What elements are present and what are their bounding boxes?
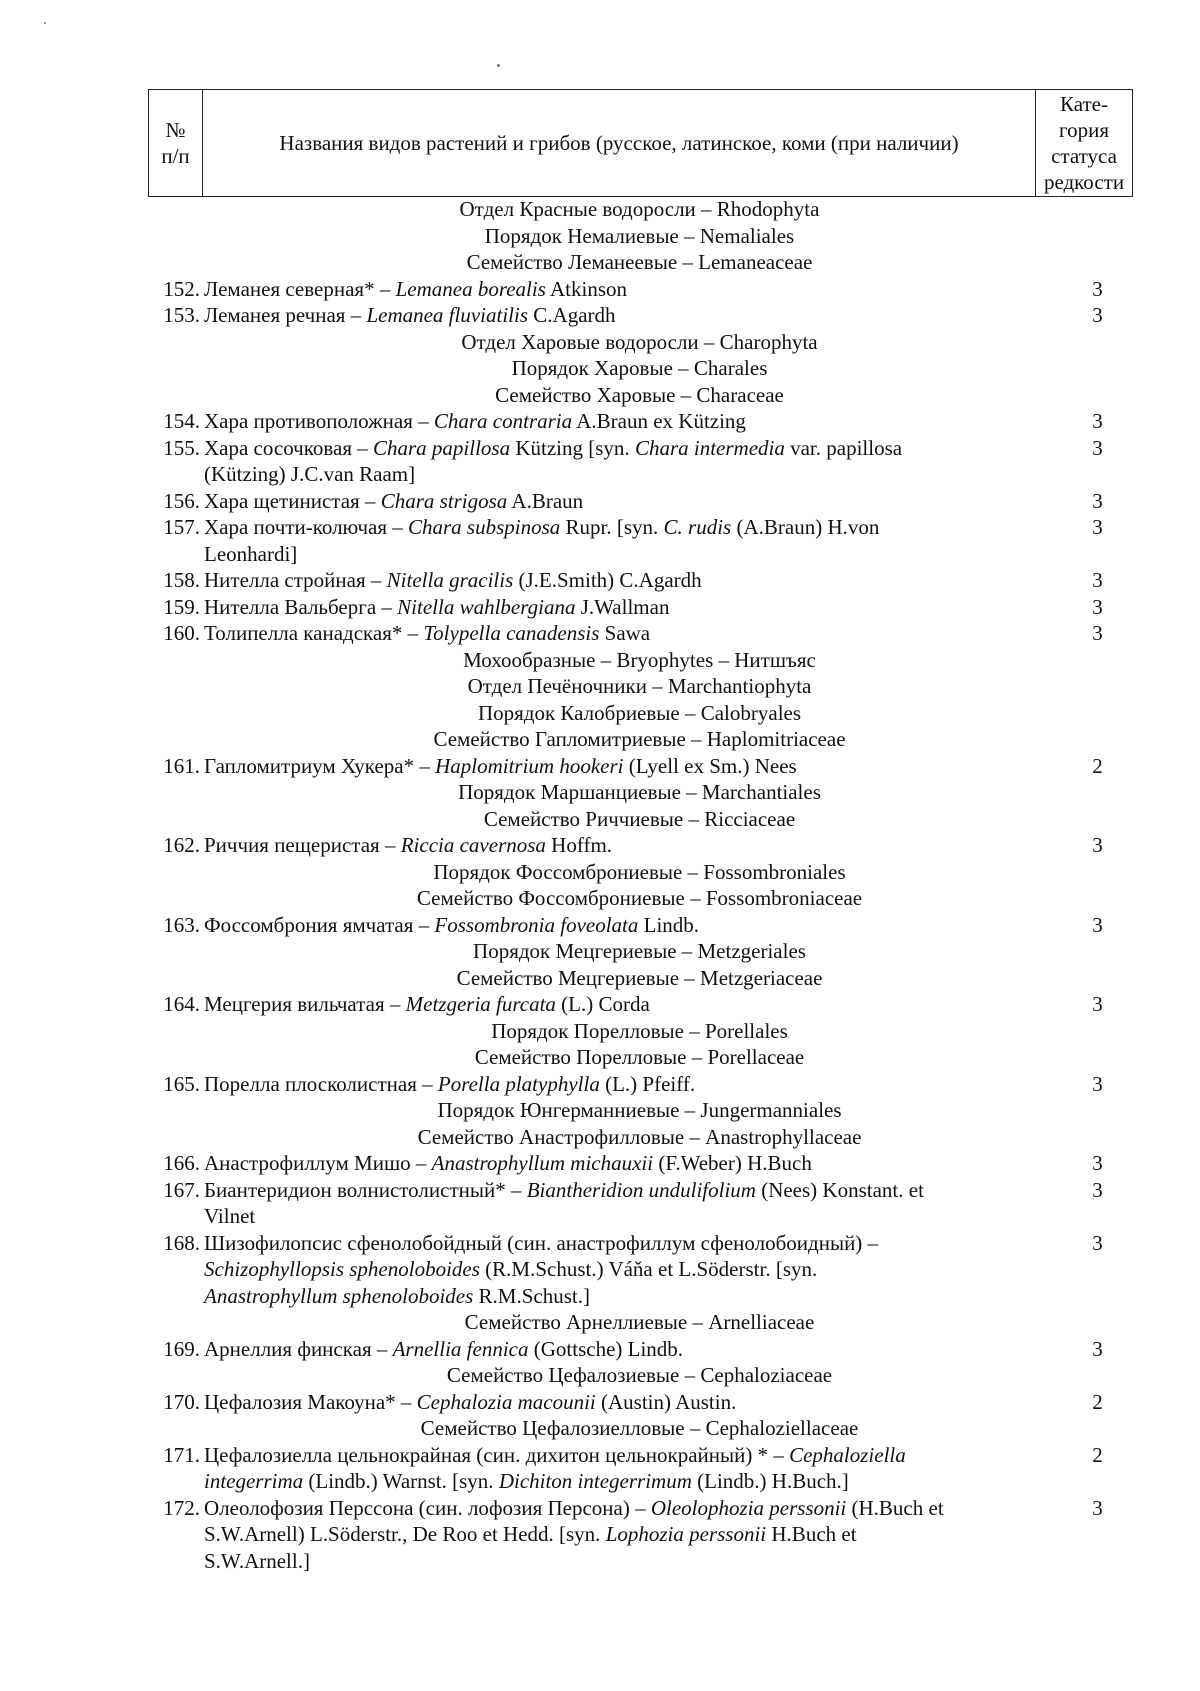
species-name-line	[204, 302, 1064, 329]
species-row	[148, 912, 1131, 939]
name-text: A.Braun ex Kützing	[572, 409, 746, 433]
taxon-heading: Семейство Гапломитриевые – Haplomitriaceae	[433, 727, 846, 751]
species-number: 171.	[163, 1442, 200, 1467]
name-text: Нителла Вальберга –	[204, 594, 398, 619]
name-text: Leonhardi]	[204, 541, 298, 566]
rarity-category: 3	[1092, 303, 1103, 327]
species-name	[204, 276, 1064, 303]
rarity-category: 3	[1092, 1071, 1103, 1096]
rarity-category: 3	[1092, 992, 1103, 1016]
taxon-heading: Отдел Печёночники – Marchantiophyta	[467, 674, 812, 698]
scan-speck	[44, 22, 46, 24]
species-row	[148, 832, 1131, 859]
species-row	[148, 1442, 1131, 1495]
name-text: Хара сосочковая –	[204, 435, 373, 460]
latin-name: Oleolophozia perssonii	[650, 1495, 847, 1520]
species-row	[148, 1389, 1131, 1416]
taxon-heading: Мохообразные – Bryophytes – Нитшъяс	[463, 647, 816, 672]
latin-name: Chara strigosa	[380, 488, 508, 513]
species-name-line	[204, 541, 1064, 568]
taxon-heading: Отдел Харовые водоросли – Charophyta	[461, 329, 818, 354]
name-text: Олеолофозия Перссона (син. лофозия Персона) –	[204, 1495, 651, 1520]
latin-name: Chara contraria	[433, 409, 573, 433]
name-text: Шизофилопсис сфенолобойдный (син. анастрофиллум сфенолобоидный) –	[204, 1230, 879, 1255]
species-name-line	[204, 1177, 1064, 1204]
name-text: Цефалозия Макоуна* –	[204, 1389, 417, 1414]
name-text: Atkinson	[545, 276, 627, 301]
latin-name: Chara papillosa	[373, 435, 511, 460]
name-text: Мецгерия вильчатая –	[204, 992, 406, 1016]
species-number: 154.	[163, 409, 200, 433]
latin-name: Haplomitrium hookeri	[435, 753, 624, 778]
name-text: (H.Buch et	[846, 1495, 944, 1520]
latin-name: Schizophyllopsis sphenoloboides	[204, 1257, 480, 1281]
name-text: Леманея северная* –	[204, 276, 396, 301]
latin-name: Biantheridion undulifolium	[526, 1177, 756, 1202]
species-name	[204, 1442, 1064, 1495]
species-number: 164.	[163, 992, 200, 1016]
species-row	[148, 488, 1131, 515]
name-text: (F.Weber) H.Buch	[653, 1151, 812, 1175]
taxon-heading: Семейство Анастрофилловые – Anastrophyllaceae	[417, 1124, 862, 1149]
name-text: H.Buch et	[766, 1522, 857, 1546]
species-name-line	[204, 991, 1064, 1018]
name-text: (J.E.Smith) C.Agardh	[513, 568, 702, 592]
taxon-heading: Семейство Цефалозиелловые – Cephaloziellaceae	[420, 1416, 859, 1440]
rarity-category: 3	[1092, 435, 1103, 460]
name-text: (A.Braun) H.von	[731, 515, 880, 539]
species-row	[148, 514, 1131, 567]
species-row	[148, 594, 1131, 621]
species-name	[204, 1230, 1064, 1310]
species-name-line	[204, 567, 1064, 594]
species-name-line	[204, 461, 1064, 488]
species-row	[148, 302, 1131, 329]
species-number: 160.	[163, 621, 200, 645]
species-name	[204, 1150, 1064, 1177]
name-text: (Gottsche) Lindb.	[528, 1336, 684, 1361]
name-text: Толипелла канадская* –	[204, 621, 424, 645]
taxon-heading: Порядок Харовые – Charales	[511, 356, 768, 380]
header-category-line: гория	[1059, 118, 1109, 142]
latin-name: Tolypella canadensis	[423, 621, 600, 645]
latin-name: Lemanea borealis	[395, 276, 546, 301]
name-text: (L.) Pfeiff.	[599, 1071, 696, 1096]
rarity-category: 3	[1092, 488, 1103, 513]
name-text: Хара почти-колючая –	[204, 515, 408, 539]
name-text: (Lyell ex Sm.) Nees	[623, 753, 797, 778]
species-name-line	[204, 1521, 1064, 1548]
name-text: (R.M.Schust.) Váňa et L.Söderstr. [syn.	[479, 1257, 818, 1281]
name-text: S.W.Arnell) L.Söderstr., De Roo et Hedd. [syn.	[204, 1522, 606, 1546]
species-name	[204, 832, 1064, 859]
taxon-heading: Семейство Риччиевые – Ricciaceae	[483, 806, 796, 831]
rarity-category: 3	[1092, 1495, 1103, 1520]
species-name	[204, 514, 1064, 567]
species-name	[204, 1336, 1064, 1363]
taxon-heading: Семейство Порелловые – Porellaceae	[474, 1045, 805, 1069]
name-text: Риччия пещеристая –	[204, 833, 401, 857]
latin-name: Nitella wahlbergiana	[397, 594, 576, 619]
species-name	[204, 991, 1064, 1018]
species-name	[204, 567, 1064, 594]
rarity-category: 3	[1092, 621, 1103, 645]
name-text: Rupr. [syn.	[560, 515, 664, 539]
name-text: Hoffm.	[545, 833, 613, 857]
rarity-category: 3	[1092, 833, 1103, 857]
species-name-line	[204, 832, 1064, 859]
species-name-line	[204, 1389, 1064, 1416]
species-row	[148, 1336, 1131, 1363]
species-name	[204, 1389, 1064, 1416]
header-category-line: статуса	[1051, 144, 1117, 168]
species-number: 169.	[163, 1336, 200, 1361]
species-number: 153.	[163, 303, 200, 327]
taxon-heading: Семейство Харовые – Characeae	[495, 382, 784, 407]
species-row	[148, 1177, 1131, 1230]
species-name-line	[204, 594, 1064, 621]
name-text: Хара щетинистая –	[204, 488, 381, 513]
latin-name: Porella platyphylla	[437, 1071, 600, 1096]
species-name-line	[204, 1283, 1064, 1310]
species-number: 157.	[163, 515, 200, 539]
species-name	[204, 1071, 1064, 1098]
species-name-line	[204, 753, 1064, 780]
species-name-line	[204, 1548, 1064, 1575]
name-text: Биантеридион волнистолистный* –	[204, 1177, 527, 1202]
header-cell-names	[203, 90, 1036, 197]
taxon-heading: Порядок Немалиевые – Nemaliales	[484, 223, 795, 248]
latin-name: Metzgeria furcata	[405, 992, 556, 1016]
name-text: Анастрофиллум Мишо –	[204, 1151, 432, 1175]
name-text: Арнеллия финская –	[204, 1336, 393, 1361]
species-name	[204, 620, 1064, 647]
species-name-line	[204, 1203, 1064, 1230]
species-name-line	[204, 1256, 1064, 1283]
species-name	[204, 435, 1064, 488]
species-row	[148, 276, 1131, 303]
name-text: (Nees) Konstant. et	[755, 1177, 924, 1202]
species-name-line	[204, 1495, 1064, 1522]
rarity-category: 3	[1092, 1151, 1103, 1175]
species-name	[204, 594, 1064, 621]
latin-name: Chara subspinosa	[408, 515, 561, 539]
header-cell-category	[1036, 90, 1133, 197]
taxon-heading: Порядок Юнгерманниевые – Jungermanniales	[437, 1098, 842, 1122]
species-row	[148, 753, 1131, 780]
latin-name: Riccia cavernosa	[400, 833, 546, 857]
species-name-line	[204, 435, 1064, 462]
latin-name: Anastrophyllum michauxii	[431, 1151, 654, 1175]
species-number: 172.	[163, 1495, 200, 1520]
latin-name: Fossombronia foveolata	[434, 912, 639, 937]
latin-name: Dichiton integerrimum	[498, 1469, 692, 1493]
header-category-line: Кате-	[1060, 92, 1108, 116]
name-text: Цефалозиелла цельнокрайная (син. дихитон цельнокрайный) * –	[204, 1442, 790, 1467]
species-name	[204, 753, 1064, 780]
name-text: S.W.Arnell.]	[204, 1548, 310, 1573]
header-cell-number	[149, 90, 203, 197]
taxon-heading: Семейство Леманеевые – Lemaneaceae	[466, 250, 813, 274]
species-number: 155.	[163, 435, 200, 460]
species-number: 161.	[163, 753, 200, 778]
species-name-line	[204, 276, 1064, 303]
taxon-heading: Семейство Арнеллиевые – Arnelliaceae	[464, 1310, 815, 1334]
species-number: 163.	[163, 912, 200, 937]
species-name	[204, 1177, 1064, 1230]
taxon-heading: Порядок Мецгериевые – Metzgeriales	[473, 939, 806, 963]
species-name	[204, 408, 1064, 435]
latin-name: Anastrophyllum sphenoloboides	[204, 1283, 474, 1308]
species-number: 165.	[163, 1071, 200, 1096]
header-number-line: №	[165, 118, 186, 142]
species-name-line	[204, 1468, 1064, 1495]
latin-name: Chara intermedia	[634, 435, 785, 460]
rarity-category: 2	[1092, 1442, 1103, 1467]
name-text: Фоссомброния ямчатая –	[204, 912, 435, 937]
header-category-line: редкости	[1043, 170, 1125, 194]
species-number: 162.	[163, 833, 200, 857]
taxon-heading: Порядок Порелловые – Porellales	[491, 1018, 788, 1043]
rarity-category: 3	[1092, 409, 1103, 433]
species-row	[148, 1495, 1131, 1575]
name-text: (Lindb.) Warnst. [syn.	[303, 1469, 499, 1493]
name-text: Kützing [syn.	[510, 435, 635, 460]
table-header	[148, 89, 1133, 197]
rarity-category: 3	[1092, 276, 1103, 301]
latin-name: Nitella gracilis	[386, 568, 514, 592]
species-name-line	[204, 1230, 1064, 1257]
species-name-line	[204, 620, 1064, 647]
header-names-text: Названия видов растений и грибов (русское, латинское, коми (при наличии)	[279, 131, 959, 155]
species-number: 159.	[163, 594, 200, 619]
name-text: Нителла стройная –	[204, 568, 387, 592]
species-name-line	[204, 1442, 1064, 1469]
taxon-heading: Порядок Калобриевые – Calobryales	[477, 700, 802, 725]
name-text: (Lindb.) H.Buch.]	[691, 1469, 849, 1493]
name-text: R.M.Schust.]	[473, 1283, 590, 1308]
name-text: C.Agardh	[528, 303, 616, 327]
species-name-line	[204, 514, 1064, 541]
rarity-category: 3	[1092, 1230, 1103, 1255]
rarity-category: 2	[1092, 753, 1103, 778]
species-number: 170.	[163, 1389, 200, 1414]
species-row	[148, 435, 1131, 488]
rarity-category: 3	[1092, 594, 1103, 619]
taxon-heading: Семейство Мецгериевые – Metzgeriaceae	[456, 965, 823, 990]
species-name	[204, 302, 1064, 329]
species-row	[148, 1230, 1131, 1310]
rarity-category: 3	[1092, 568, 1103, 592]
latin-name: Arnellia fennica	[392, 1336, 529, 1361]
taxon-heading: Порядок Фоссомброниевые – Fossombroniales	[433, 859, 846, 884]
species-name-line	[204, 912, 1064, 939]
rarity-category: 3	[1092, 1336, 1103, 1361]
species-row	[148, 620, 1131, 647]
species-row	[148, 1071, 1131, 1098]
name-text: A.Braun	[507, 488, 584, 513]
species-row	[148, 991, 1131, 1018]
name-text: (L.) Corda	[555, 992, 650, 1016]
taxon-heading: Семейство Фоссомброниевые – Fossombroniaceae	[416, 886, 863, 910]
species-list	[148, 196, 1131, 1574]
species-name-line	[204, 408, 1064, 435]
species-name	[204, 1495, 1064, 1575]
name-text: Леманея речная –	[204, 303, 367, 327]
taxon-heading: Порядок Маршанциевые – Marchantiales	[458, 780, 821, 804]
rarity-category: 3	[1092, 1177, 1103, 1202]
rarity-category: 2	[1092, 1389, 1103, 1414]
species-number: 168.	[163, 1230, 200, 1255]
species-number: 167.	[163, 1177, 200, 1202]
species-number: 166.	[163, 1151, 200, 1175]
species-number: 156.	[163, 488, 200, 513]
name-text: Lindb.	[638, 912, 700, 937]
name-text: (Kützing) J.C.van Raam]	[204, 462, 416, 486]
taxon-heading: Семейство Цефалозиевые – Cephaloziaceae	[446, 1363, 833, 1387]
species-row	[148, 1150, 1131, 1177]
latin-name: Lophozia perssonii	[605, 1522, 767, 1546]
species-name-line	[204, 1071, 1064, 1098]
name-text: Гапломитриум Хукера* –	[204, 753, 436, 778]
rarity-category: 3	[1092, 912, 1103, 937]
species-name-line	[204, 1150, 1064, 1177]
name-text: Порелла плосколистная –	[204, 1071, 438, 1096]
species-name	[204, 488, 1064, 515]
species-number: 158.	[163, 568, 200, 592]
name-text: J.Wallman	[575, 594, 670, 619]
name-text: (Austin) Austin.	[595, 1389, 737, 1414]
species-number: 152.	[163, 276, 200, 301]
species-name-line	[204, 488, 1064, 515]
name-text: var. papillosa	[784, 435, 903, 460]
latin-name: integerrima	[204, 1469, 304, 1493]
name-text: Sawa	[599, 621, 651, 645]
rarity-category: 3	[1092, 515, 1103, 539]
species-row	[148, 567, 1131, 594]
species-name-line	[204, 1336, 1064, 1363]
latin-name: Cephaloziella	[789, 1442, 906, 1467]
name-text: Хара противоположная –	[204, 409, 434, 433]
latin-name: C. rudis	[663, 515, 732, 539]
taxon-heading: Отдел Красные водоросли – Rhodophyta	[459, 197, 820, 221]
latin-name: Cephalozia macounii	[416, 1389, 596, 1414]
name-text: Vilnet	[204, 1204, 256, 1228]
header-number-line: п/п	[161, 144, 190, 168]
scan-speck	[497, 64, 500, 67]
latin-name: Lemanea fluviatilis	[366, 303, 529, 327]
species-row	[148, 408, 1131, 435]
species-name	[204, 912, 1064, 939]
